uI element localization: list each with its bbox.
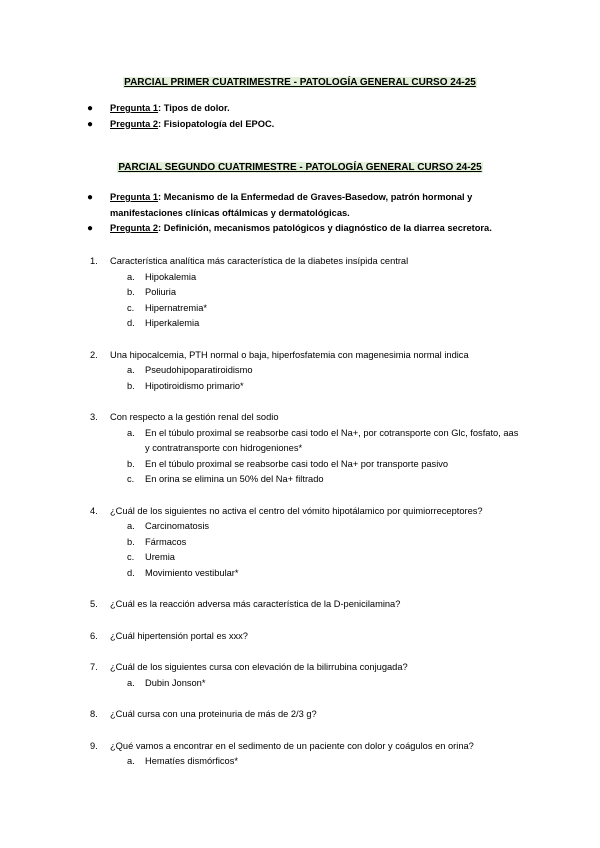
question-label: ¿Cuál de los siguientes cursa con elevación de la bilirrubina conjugada? xyxy=(110,662,408,672)
question-text xyxy=(0,348,600,364)
question-block xyxy=(0,597,600,613)
option-text: Movimiento vestibular* xyxy=(145,567,239,578)
answer-option xyxy=(0,519,600,535)
answer-option xyxy=(0,457,600,473)
option-letter: d. xyxy=(127,318,135,328)
question-label: ¿Cuál hipertensión portal es xxx? xyxy=(110,630,248,641)
answer-option xyxy=(0,270,600,286)
question-number: 3. xyxy=(90,412,98,422)
option-letter: c. xyxy=(127,474,135,484)
question-text xyxy=(0,410,600,426)
option-letter: b. xyxy=(127,536,135,547)
bullet-icon: ● xyxy=(87,192,94,203)
answer-option xyxy=(0,363,600,379)
option-letter: a. xyxy=(127,677,135,688)
answer-option xyxy=(0,426,600,457)
list-item: ● Pregunta 2: Fisiopatología del EPOC. xyxy=(0,117,600,133)
answer-option xyxy=(0,550,600,566)
question-number: 1. xyxy=(90,256,98,266)
option-text: Hipokalemia xyxy=(145,271,197,282)
option-letter: a. xyxy=(127,365,135,375)
option-letter: a. xyxy=(127,271,135,282)
option-text: Dubin Jonson* xyxy=(145,677,206,688)
section2-list xyxy=(0,190,600,237)
question-block xyxy=(0,410,600,488)
section1-list xyxy=(0,101,600,132)
question-text xyxy=(0,254,600,270)
list-item: ● Pregunta 2: Definición, mecanismos patológicos y diagnóstico de la diarrea secretora. xyxy=(0,221,600,237)
question-block xyxy=(0,739,600,770)
option-letter: b. xyxy=(127,458,135,469)
question-number: 7. xyxy=(90,662,98,672)
question-list xyxy=(0,254,600,786)
question-block xyxy=(0,707,600,723)
answer-option xyxy=(0,301,600,317)
question-number: 5. xyxy=(90,599,98,609)
option-text: Hematíes dismórficos* xyxy=(145,756,238,766)
list-item: ● Pregunta 1: Tipos de dolor. xyxy=(0,101,600,117)
answer-option xyxy=(0,472,600,488)
question-block xyxy=(0,660,600,691)
option-letter: a. xyxy=(127,756,135,766)
option-text: Carcinomatosis xyxy=(145,521,210,531)
bullet-icon: ● xyxy=(87,118,94,130)
option-text: En orina se elimina un 50% del Na+ filtrado xyxy=(145,474,324,484)
answer-option xyxy=(0,316,600,332)
option-text: En el túbulo proximal se reabsorbe casi todo el Na+ por transporte pasivo xyxy=(145,458,449,469)
question-label: ¿Cuál es la reacción adversa más característica de la D-penicilamina? xyxy=(110,599,401,609)
option-text: Pseudohipoparatiroidismo xyxy=(145,365,253,375)
answer-option xyxy=(0,379,600,395)
question-block xyxy=(0,254,600,332)
option-text: Poliuria xyxy=(145,287,177,297)
option-text: Uremia xyxy=(145,552,175,562)
answer-option xyxy=(0,754,600,770)
option-text: Fármacos xyxy=(145,536,187,547)
section1-title: PARCIAL PRIMER CUATRIMESTRE - PATOLOGÍA GENERAL CURSO 24-25 xyxy=(124,77,476,88)
answer-option xyxy=(0,676,600,692)
bullet-icon: ● xyxy=(87,223,94,234)
option-text: En el túbulo proximal se reabsorbe casi todo el Na+, por cotransporte con Glc, fosfato, aas y contratransporte con hidrogeniones* xyxy=(145,427,519,453)
question-number: 6. xyxy=(90,630,98,641)
option-text: Hipotiroidismo primario* xyxy=(145,380,244,391)
question-block xyxy=(0,504,600,582)
section2-title: PARCIAL SEGUNDO CUATRIMESTRE - PATOLOGÍA GENERAL CURSO 24-25 xyxy=(118,162,482,173)
option-letter: d. xyxy=(127,567,135,578)
option-letter: c. xyxy=(127,552,135,562)
option-letter: a. xyxy=(127,427,135,438)
option-text: Hipernatremia* xyxy=(145,302,208,313)
answer-option xyxy=(0,566,600,582)
answer-option xyxy=(0,535,600,551)
list-item: ● Pregunta 1: Mecanismo de la Enfermedad de Graves-Basedow, patrón hormonal y manifestaciones clínicas oftálmicas y dermatológicas. xyxy=(87,192,473,218)
question-label: ¿Cuál de los siguientes no activa el centro del vómito hipotálamico por quimiorreceptores? xyxy=(110,505,483,516)
question-block xyxy=(0,348,600,395)
question-number: 2. xyxy=(90,349,98,360)
option-letter: a. xyxy=(127,521,135,531)
question-label: Con respecto a la gestión renal del sodio xyxy=(110,412,279,422)
option-letter: c. xyxy=(127,302,135,313)
question-block xyxy=(0,629,600,645)
option-letter: b. xyxy=(127,287,135,297)
question-text xyxy=(0,739,600,755)
question-label: ¿Qué vamos a encontrar en el sedimento de un paciente con dolor y coágulos en orina? xyxy=(110,740,474,751)
question-number: 8. xyxy=(90,709,98,719)
question-text xyxy=(0,707,600,723)
bullet-icon: ● xyxy=(87,103,94,114)
answer-option xyxy=(0,285,600,301)
option-text: Hiperkalemia xyxy=(145,318,200,328)
question-label: Una hipocalcemia, PTH normal o baja, hiperfosfatemia con magenesimia normal indica xyxy=(110,349,469,360)
question-text xyxy=(0,504,600,520)
option-letter: b. xyxy=(127,380,135,391)
question-text xyxy=(0,597,600,613)
question-number: 9. xyxy=(90,740,98,751)
question-number: 4. xyxy=(90,505,98,516)
question-text xyxy=(0,660,600,676)
question-label: ¿Cuál cursa con una proteinuria de más de 2/3 g? xyxy=(110,709,317,719)
question-text xyxy=(0,629,600,645)
question-label: Característica analítica más característica de la diabetes insípida central xyxy=(110,256,409,266)
